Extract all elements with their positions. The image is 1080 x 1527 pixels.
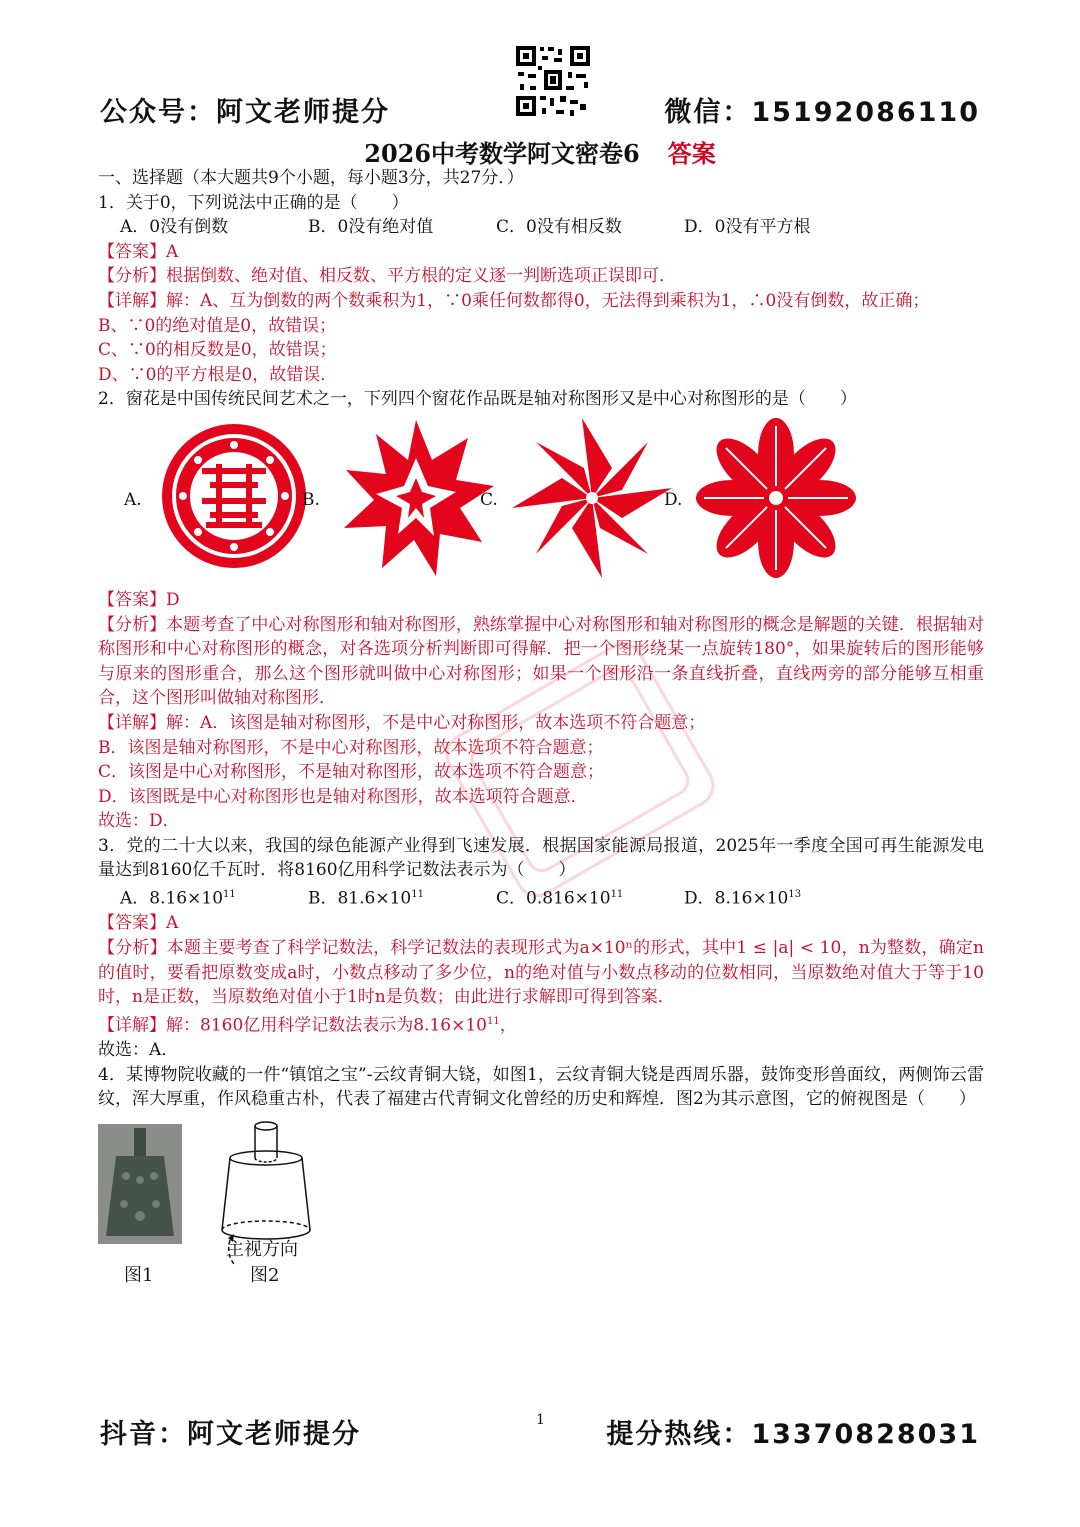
q3-options bbox=[98, 883, 984, 911]
q3-option-b bbox=[308, 883, 496, 911]
bronze-bell-photo-icon bbox=[98, 1124, 182, 1244]
q1-detail-c: C、∵0的相反数是0，故错误； bbox=[98, 340, 337, 361]
q1-detail-d: D、∵0的平方根是0，故错误． bbox=[98, 364, 338, 385]
section-heading: 一、选择题（本大题共9个小题，每小题3分，共27分．） bbox=[98, 168, 524, 188]
q3-option-c-exp: 11 bbox=[610, 889, 624, 901]
q4-figures bbox=[98, 1118, 984, 1318]
q2-figures bbox=[98, 412, 984, 588]
q3-option-a bbox=[120, 883, 308, 911]
q1-option-c: C．0没有相反数 bbox=[496, 217, 622, 238]
page-number: 1 bbox=[536, 1412, 545, 1428]
q2-label-a: A. bbox=[124, 489, 142, 510]
q3-stem: 3．党的二十大以来，我国的绿色能源产业得到飞速发展．根据国家能源局报道，2025年一季度全国可再生能源发电量达到8160亿千瓦时．将8160亿用科学记数法表示为（ ） bbox=[98, 835, 984, 881]
q3-option-d-base: D．8.16×10 bbox=[684, 888, 789, 909]
document-body bbox=[98, 166, 984, 1318]
q3-choose: 故选：A． bbox=[98, 1039, 179, 1060]
footer-left-text: 抖音：阿文老师提分 bbox=[100, 1419, 361, 1450]
q1-option-b: B．0没有绝对值 bbox=[308, 217, 434, 238]
q3-option-b-exp: 11 bbox=[411, 889, 424, 901]
view-direction-label: 主视方向 bbox=[226, 1238, 298, 1260]
q1-option-d: D．0没有平方根 bbox=[684, 217, 811, 238]
q3-option-a-exp: 11 bbox=[223, 889, 236, 901]
q1-option-a: A．0没有倒数 bbox=[120, 217, 229, 238]
q2-choose: 故选：D． bbox=[98, 811, 180, 832]
paper-cut-c-icon bbox=[510, 416, 674, 580]
q3-option-a-base: A．8.16×10 bbox=[120, 888, 224, 909]
q2-label-d: D. bbox=[664, 489, 683, 510]
page-title bbox=[0, 134, 1080, 169]
q3-option-c-base: C．0.816×10 bbox=[496, 888, 611, 909]
footer-right-text: 提分热线：13370828031 bbox=[606, 1419, 980, 1450]
header-right-text: 微信：15192086110 bbox=[664, 97, 980, 128]
q2-label-c: C. bbox=[480, 489, 498, 510]
q3-detail-tail: ， bbox=[499, 1015, 517, 1036]
q3-analysis: 【分析】本题主要考查了科学记数法，科学记数法的表现形式为a×10ⁿ的形式，其中1 ≤ |a| < 10，n为整数，确定n的值时，要看把原数变成a时，小数点移动了多少位，n的绝对值与小数点移动的位数相同，当原数绝对值大于等于10时，n是正数，当原数绝对值小于1时n是负数；由此进行求解即可得到答案． bbox=[98, 937, 984, 1008]
q1-detail-b: B、∵0的绝对值是0，故错误； bbox=[98, 315, 337, 336]
q1-detail: 【详解】解：A、互为倒数的两个数乘积为1，∵0乘任何数都得0，无法得到乘积为1，∴0没有倒数，故正确； bbox=[98, 290, 930, 311]
q3-option-c bbox=[496, 883, 684, 911]
q2-answer: 【答案】D bbox=[98, 589, 180, 610]
title-answer-label: 答案 bbox=[667, 139, 716, 168]
q4-stem: 4．某博物院收藏的一件“镇馆之宝”-云纹青铜大铙，如图1，云纹青铜大铙是西周乐器，鼓饰变形兽面纹，两侧饰云雷纹，浑大厚重，作风稳重古朴，代表了福建古代青铜文化曾经的历史和辉煌．图2为其示意图，它的俯视图是（ ） bbox=[98, 1064, 984, 1110]
paper-cut-b-icon bbox=[336, 418, 496, 578]
q1-analysis: 【分析】根据倒数、绝对值、相反数、平方根的定义逐一判断选项正误即可． bbox=[98, 266, 676, 287]
q2-detail-d: D．该图既是中心对称图形也是轴对称图形，故本选项符合题意． bbox=[98, 786, 588, 807]
q3-option-b-base: B．81.6×10 bbox=[308, 888, 412, 909]
q3-answer: 【答案】A bbox=[98, 913, 179, 934]
title-main: 2026中考数学阿文密卷6 bbox=[364, 139, 640, 168]
q3-detail bbox=[98, 1010, 984, 1038]
q2-detail-a: 【详解】解：A．该图是轴对称图形，不是中心对称图形，故本选项不符合题意； bbox=[98, 712, 706, 733]
figure-1-caption: 图1 bbox=[124, 1264, 154, 1286]
q2-detail-c: C．该图是中心对称图形，不是轴对称图形，故本选项不符合题意； bbox=[98, 762, 605, 783]
q2-stem: 2．窗花是中国传统民间艺术之一，下列四个窗花作品既是轴对称图形又是中心对称图形的是（ ） bbox=[98, 389, 857, 410]
paper-cut-d-icon bbox=[696, 418, 856, 578]
q2-analysis: 【分析】本题考查了中心对称图形和轴对称图形，熟练掌握中心对称图形和轴对称图形的概念是解题的关键．根据轴对称图形和中心对称图形的概念，对各选项分析判断即可得解．把一个图形绕某一点旋转180°，如果旋转后的图形能够与原来的图形重合，那么这个图形就叫做中心对称图形；如果一个图形沿一条直线折叠，直线两旁的部分能够互相重合，这个图形叫做轴对称图形． bbox=[98, 614, 984, 709]
q3-option-d bbox=[684, 883, 872, 911]
q3-detail-exp: 11 bbox=[487, 1015, 500, 1027]
q2-detail-b: B．该图是轴对称图形，不是中心对称图形，故本选项不符合题意； bbox=[98, 737, 604, 758]
qr-code-icon bbox=[514, 44, 592, 118]
q1-answer: 【答案】A bbox=[98, 241, 179, 262]
q2-label-b: B. bbox=[302, 489, 320, 510]
paper-cut-a-icon bbox=[160, 422, 308, 570]
q1-stem: 1．关于0，下列说法中正确的是（ ） bbox=[98, 192, 409, 213]
figure-2-caption: 图2 bbox=[250, 1264, 280, 1286]
q1-options bbox=[98, 215, 984, 240]
q3-option-d-exp: 13 bbox=[788, 889, 802, 901]
header-left-text: 公众号：阿文老师提分 bbox=[100, 97, 390, 128]
q3-detail-base: 【详解】解：8160亿用科学记数法表示为8.16×10 bbox=[98, 1015, 487, 1036]
